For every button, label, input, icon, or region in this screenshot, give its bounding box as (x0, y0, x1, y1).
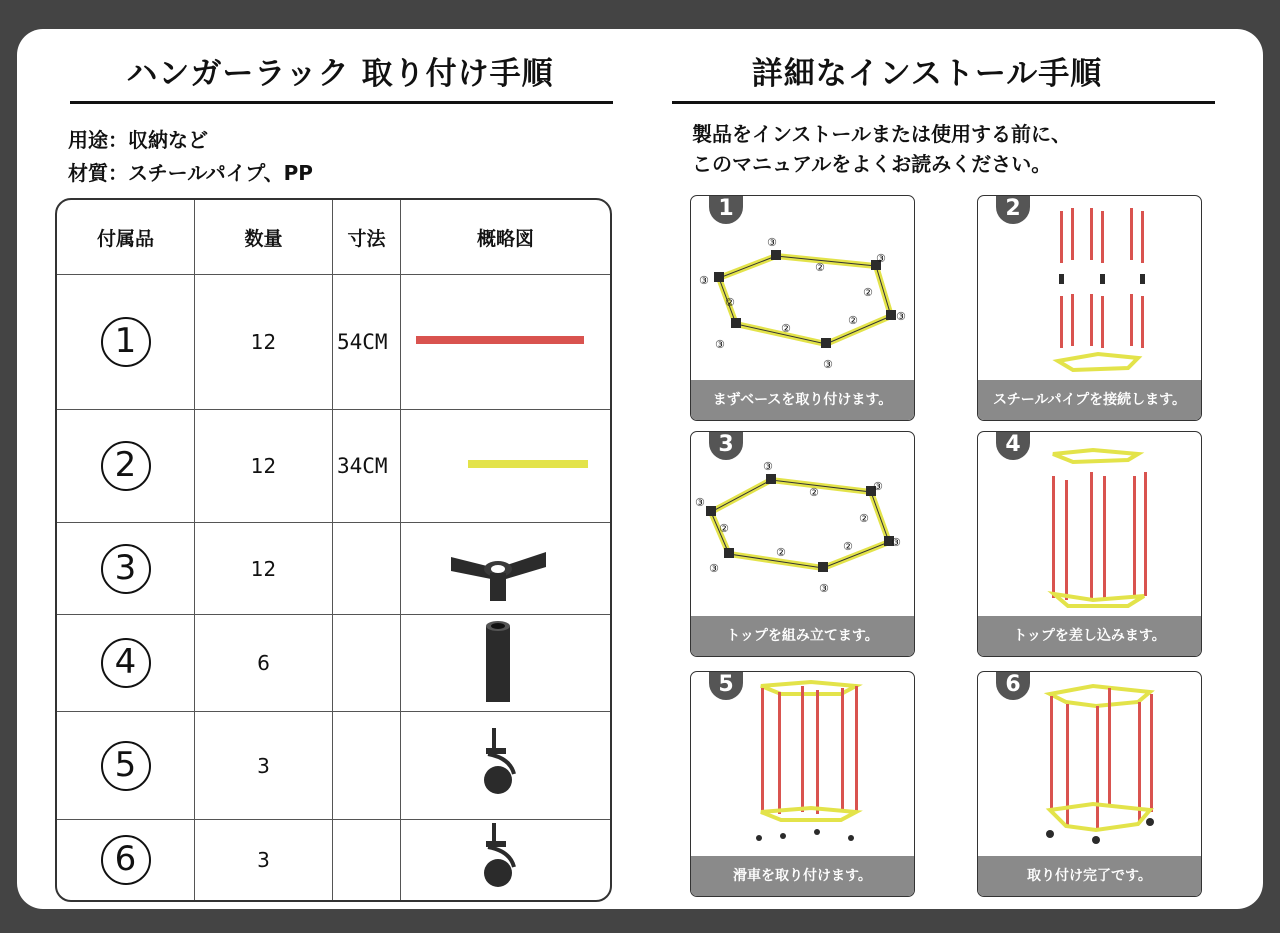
step-caption: トップを組み立てます。 (691, 616, 914, 656)
part-number: 6 (101, 835, 151, 885)
step-number-badge: 5 (709, 671, 743, 700)
step-number-badge: 4 (996, 431, 1030, 460)
svg-text:②: ② (781, 322, 791, 335)
svg-text:③: ③ (823, 358, 833, 371)
caster-wheel-brake-icon (406, 821, 606, 895)
svg-text:②: ② (848, 314, 858, 327)
part-number: 5 (101, 741, 151, 791)
step-number-badge: 2 (996, 195, 1030, 224)
step-panel-1 (690, 195, 915, 421)
header-accessory: 付属品 (57, 200, 195, 275)
part-diagram (401, 275, 610, 410)
part-quantity: 12 (195, 410, 333, 523)
step-number-badge: 3 (709, 431, 743, 460)
usage-text: 用途：収納など (68, 128, 208, 152)
tube-connector-icon (406, 618, 606, 704)
intro-line-2: このマニュアルをよくお読みください。 (692, 152, 1052, 176)
part-dimension (333, 820, 401, 900)
step-number-badge: 1 (709, 195, 743, 224)
intro-line-1: 製品をインストールまたは使用する前に、 (692, 122, 1071, 146)
svg-text:③: ③ (876, 252, 886, 265)
svg-text:③: ③ (715, 338, 725, 351)
svg-text:③: ③ (767, 236, 777, 249)
three-way-connector-icon (406, 527, 606, 607)
step-panel-5 (690, 671, 915, 897)
svg-text:②: ② (863, 286, 873, 299)
svg-text:③: ③ (709, 562, 719, 575)
svg-text:③: ③ (896, 310, 906, 323)
header-dimension: 寸法 (333, 200, 401, 275)
part-number: 1 (101, 317, 151, 367)
svg-text:②: ② (725, 296, 735, 309)
svg-text:③: ③ (891, 536, 901, 549)
step-panel-3 (690, 431, 915, 657)
right-title-rule (672, 101, 1215, 104)
parts-table (55, 198, 612, 902)
part-quantity: 3 (195, 712, 333, 820)
table-header-row (57, 200, 610, 275)
svg-text:③: ③ (763, 460, 773, 473)
table-row (57, 820, 610, 900)
step-caption: トップを差し込みます。 (978, 616, 1201, 656)
right-title: 詳細なインストール手順 (751, 56, 1103, 92)
svg-text:③: ③ (873, 480, 883, 493)
part-number: 4 (101, 638, 151, 688)
part-quantity: 3 (195, 820, 333, 900)
part-diagram (401, 712, 610, 820)
yellow-pipe-icon (406, 454, 606, 474)
left-title-rule (70, 101, 613, 104)
red-pipe-icon (406, 330, 606, 350)
header-diagram: 概略図 (401, 200, 610, 275)
step-panel-6 (977, 671, 1202, 897)
svg-text:②: ② (859, 512, 869, 525)
step-panel-4 (977, 431, 1202, 657)
left-title: ハンガーラック 取り付け手順 (126, 56, 554, 92)
svg-text:③: ③ (819, 582, 829, 595)
step-caption: スチールパイプを接続します。 (978, 380, 1201, 420)
part-number: 3 (101, 544, 151, 594)
part-diagram (401, 615, 610, 712)
part-diagram (401, 820, 610, 900)
material-text: 材質：スチールパイプ、PP (68, 161, 313, 185)
part-dimension (333, 615, 401, 712)
svg-text:②: ② (843, 540, 853, 553)
part-quantity: 12 (195, 523, 333, 615)
step-caption: まずベースを取り付けます。 (691, 380, 914, 420)
header-quantity: 数量 (195, 200, 333, 275)
part-quantity: 6 (195, 615, 333, 712)
part-dimension (333, 712, 401, 820)
svg-text:③: ③ (695, 496, 705, 509)
table-row (57, 523, 610, 615)
svg-text:②: ② (776, 546, 786, 559)
step-number-badge: 6 (996, 671, 1030, 700)
step-panel-2 (977, 195, 1202, 421)
part-dimension: 34CM (333, 410, 401, 523)
step-caption: 滑車を取り付けます。 (691, 856, 914, 896)
svg-text:②: ② (809, 486, 819, 499)
part-diagram (401, 410, 610, 523)
table-row (57, 410, 610, 523)
step-caption: 取り付け完了です。 (978, 856, 1201, 896)
part-number: 2 (101, 441, 151, 491)
part-diagram (401, 523, 610, 615)
svg-text:②: ② (815, 261, 825, 274)
table-row (57, 275, 610, 410)
part-dimension: 54CM (333, 275, 401, 410)
part-quantity: 12 (195, 275, 333, 410)
svg-text:②: ② (719, 522, 729, 535)
svg-text:③: ③ (699, 274, 709, 287)
table-row (57, 615, 610, 712)
part-dimension (333, 523, 401, 615)
table-row (57, 712, 610, 820)
caster-wheel-icon (406, 724, 606, 804)
